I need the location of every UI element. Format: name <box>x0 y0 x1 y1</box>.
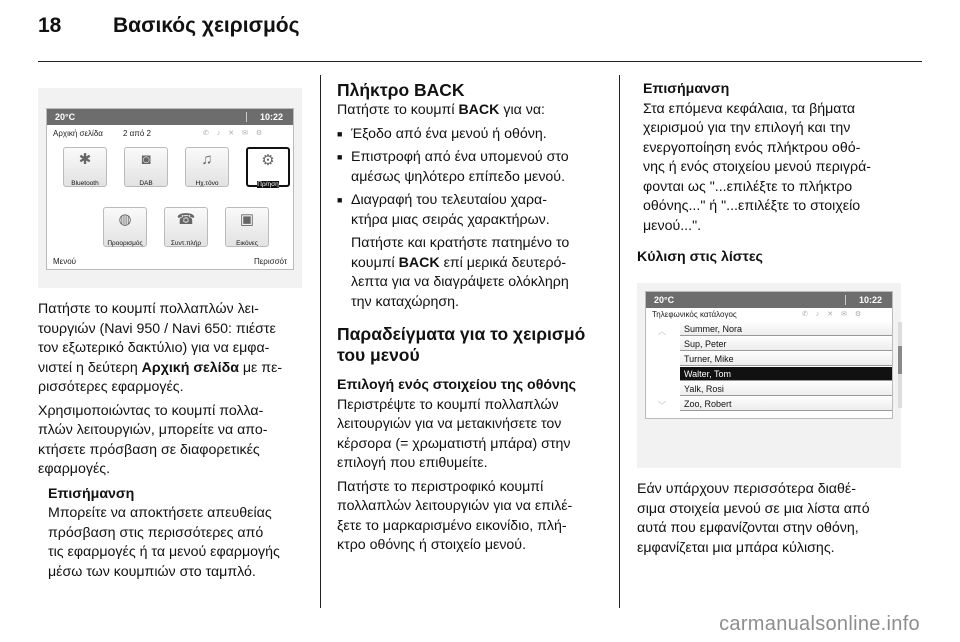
paragraph-multifunction <box>38 402 310 480</box>
home-screen-status-bar <box>47 109 293 125</box>
text-line: κτήρα μιας σειράς χαρακτήρων. <box>351 211 550 228</box>
list-item[interactable]: Zoo, Robert <box>680 397 892 411</box>
column-3-text <box>637 80 925 268</box>
menu-softkey[interactable]: Μενού <box>53 257 77 266</box>
list-title: Τηλεφωνικός κατάλογος <box>652 310 737 319</box>
tile-settings[interactable] <box>246 147 290 187</box>
tile-pictures[interactable] <box>225 207 269 247</box>
note-title: Επισήμανση <box>48 485 135 502</box>
text-line: λεπτα για να διαγράψετε ολόκληρη <box>351 274 569 290</box>
text-line: Πατήστε και κρατήστε πατημένο το <box>351 235 570 251</box>
status-icons: ✆ ♪ ✕ ✉ ⚙ <box>802 311 865 318</box>
page-title: Βασικός χειρισμός <box>113 14 300 37</box>
text-line: τουργιών (Navi 950 / Navi 650: πιέστε <box>38 320 276 337</box>
note-block-2 <box>637 80 925 236</box>
text-line: με πε- <box>238 359 283 376</box>
page-indicator: 2 από 2 <box>123 129 151 138</box>
text-line: λειτουργιών για να μετακινήσετε τον <box>337 416 562 432</box>
column-1-text <box>38 300 310 582</box>
back-term: BACK <box>398 254 440 271</box>
tile-destination[interactable] <box>103 207 147 247</box>
contacts-icon: ☎ <box>176 211 196 228</box>
picture-icon: ▣ <box>239 211 255 228</box>
text-line: εμφανίζεται μια μπάρα κύλισης. <box>637 539 835 556</box>
list-item[interactable]: Yalk, Rosi <box>680 382 892 396</box>
text-line: Πατήστε το κουμπί <box>337 102 459 118</box>
tile-label: DAB <box>139 180 153 187</box>
text-line: Μπορείτε να αποκτήσετε απευθείας <box>48 505 272 521</box>
subheading-select-item: Επιλογή ενός στοιχείου της οθόνης <box>337 377 576 393</box>
scroll-thumb[interactable] <box>898 346 902 374</box>
text-line: Στα επόμενα κεφάλαια, τα βήματα <box>643 100 856 117</box>
text-line: νιστεί η δεύτερη <box>38 359 142 376</box>
radio-icon: ◙ <box>141 151 151 168</box>
list-item[interactable]: Turner, Mike <box>680 352 892 366</box>
watermark: carmanualsonline.info <box>719 613 920 635</box>
note-text <box>48 504 310 582</box>
list-screen-display <box>645 291 893 419</box>
text-line: πρόσβαση στις περισσότερες από <box>48 524 264 541</box>
section-heading-back: Πλήκτρο BACK <box>337 80 465 100</box>
text-line: νης ή ενός στοιχείου μενού περιγρά- <box>643 159 872 175</box>
temperature-readout: 20°C <box>55 112 76 122</box>
gear-icon: ⚙ <box>261 152 275 169</box>
status-icons: ✆ ♪ ✕ ✉ ⚙ <box>203 130 266 137</box>
text-line: αυτά που εμφανίζονται στην οθόνη, <box>637 520 859 536</box>
text-line: του μενού <box>337 345 420 365</box>
text-line: πολλαπλών λειτουργιών για να επιλέ- <box>337 498 573 514</box>
tile-label: Πρ/ηση <box>257 181 279 188</box>
tile-contacts[interactable] <box>164 207 208 247</box>
list-screen-figure <box>637 283 901 468</box>
text-line: ξετε το μαρκαρισμένο εικονίδιο, πλή- <box>337 517 567 534</box>
tile-bluetooth[interactable] <box>63 147 107 187</box>
tile-label: Προορισμός <box>107 240 143 247</box>
bullet-exit <box>337 125 609 145</box>
subheading-scroll-lists: Κύλιση στις λίστες <box>637 249 763 265</box>
text-line: χειρισμού για την επιλογή και την <box>643 120 851 136</box>
bullet-return <box>337 148 609 187</box>
text-line: οθόνης..." ή "...επιλέξτε το στοιχείο <box>643 198 861 214</box>
text-line: επιλογή που επιθυμείτε. <box>337 455 488 471</box>
clock-readout: 10:22 <box>858 295 882 305</box>
bluetooth-icon: ✱ <box>78 151 92 168</box>
tile-label: Εικόνες <box>236 240 258 247</box>
scroll-up-icon[interactable]: ︿ <box>658 327 666 336</box>
text-line: ρισσότερες εφαρμογές. <box>38 379 184 395</box>
text-line: την καταχώρηση. <box>351 293 459 310</box>
note-text <box>643 100 925 237</box>
text-line: αμέσως ψηλότερο επίπεδο μενού. <box>351 168 566 185</box>
home-screen-display <box>46 108 294 270</box>
tone-icon: ♫ <box>201 151 213 168</box>
page-number: 18 <box>38 14 62 37</box>
text-line: Διαγραφή του τελευταίου χαρα- <box>351 192 547 208</box>
text-line: κέρσορα (= χρωματιστή μπάρα) στην <box>337 435 571 452</box>
list-item[interactable]: Walter, Tom <box>680 367 892 381</box>
text-line: Περιστρέψτε το κουμπί πολλαπλών <box>337 396 559 413</box>
temperature-readout: 20°C <box>654 295 675 305</box>
home-screen-figure <box>38 88 302 288</box>
text-line: μέσω των κουμπιών στο ταμπλό. <box>48 563 256 580</box>
text-line: Πατήστε το περιστροφικό κουμπί <box>337 478 544 495</box>
text-line: τις εφαρμογές ή τα μενού εφαρμογής <box>48 544 280 560</box>
list-item[interactable]: Sup, Peter <box>680 337 892 351</box>
scroll-down-icon[interactable]: ﹀ <box>658 401 666 410</box>
paragraph-scrollbar <box>637 480 927 558</box>
bullet-delete <box>337 191 609 230</box>
text-line: για να: <box>499 102 545 118</box>
tile-label: Ηχ.τόνο <box>195 180 219 187</box>
tile-label: Συντ.πλήρ <box>170 240 202 247</box>
text-line: επί μερικά δευτερό- <box>439 254 567 271</box>
header-rule <box>38 61 922 62</box>
column-divider-2 <box>619 75 620 608</box>
text-line: μενού...". <box>643 217 702 234</box>
back-term: BACK <box>458 102 500 118</box>
more-softkey[interactable]: Περισσότ <box>253 257 287 266</box>
home-page-term: Αρχική σελίδα <box>141 359 239 376</box>
text-line: Επιστροφή από ένα υπομενού στο <box>351 149 569 165</box>
text-line: κτήσετε πρόσβαση σε διαφορετικές <box>38 441 260 458</box>
home-page-label: Αρχική σελίδα <box>53 129 103 138</box>
column-2-text <box>337 80 609 556</box>
note-title: Επισήμανση <box>643 81 730 97</box>
tile-tone[interactable] <box>185 147 229 187</box>
column-3-bottom-text <box>637 480 927 558</box>
text-line: κτρο οθόνης ή στοιχείο μενού. <box>337 537 527 553</box>
text-line: Χρησιμοποιώντας το κουμπί πολλα- <box>38 402 264 419</box>
text-line: σιμα στοιχεία μενού σε μια λίστα από <box>637 500 870 517</box>
text-line: ενεργοποίηση ενός πλήκτρου οθό- <box>643 139 861 156</box>
text-line: Πατήστε το κουμπί πολλαπλών λει- <box>38 301 259 317</box>
tile-label: Bluetooth <box>71 180 99 187</box>
text-line: κουμπί <box>351 254 399 271</box>
text-line: φονται ως "...επιλέξτε το πλήκτρο <box>643 178 853 195</box>
list-screen-status-bar <box>646 292 892 308</box>
text-line: Εάν υπάρχουν περισσότερα διαθέ- <box>637 481 856 497</box>
text-line: Έξοδο από ένα μενού ή οθόνη. <box>351 125 547 142</box>
globe-icon: ◍ <box>118 211 132 228</box>
text-line: πλών λειτουργιών, μπορείτε να απο- <box>38 422 268 438</box>
clock-readout: 10:22 <box>259 112 283 122</box>
section-heading-examples <box>337 324 609 366</box>
paragraph-press <box>337 478 609 556</box>
paragraph-rotate <box>337 396 609 474</box>
text-line: εφαρμογές. <box>38 461 111 477</box>
note-block-1 <box>38 485 310 583</box>
paragraph-home-screen <box>38 300 310 398</box>
page-header <box>38 14 300 38</box>
scroll-track[interactable] <box>898 322 902 408</box>
list-item[interactable]: Summer, Nora <box>680 322 892 336</box>
paragraph-delete-all <box>337 234 609 312</box>
text-line: τον εξωτερικό δακτύλιο) για να εμφα- <box>38 340 270 356</box>
text-line: Παραδείγματα για το χειρισμό <box>337 324 586 344</box>
tile-dab[interactable] <box>124 147 168 187</box>
paragraph-back-intro <box>337 101 609 121</box>
column-divider-1 <box>320 75 321 608</box>
